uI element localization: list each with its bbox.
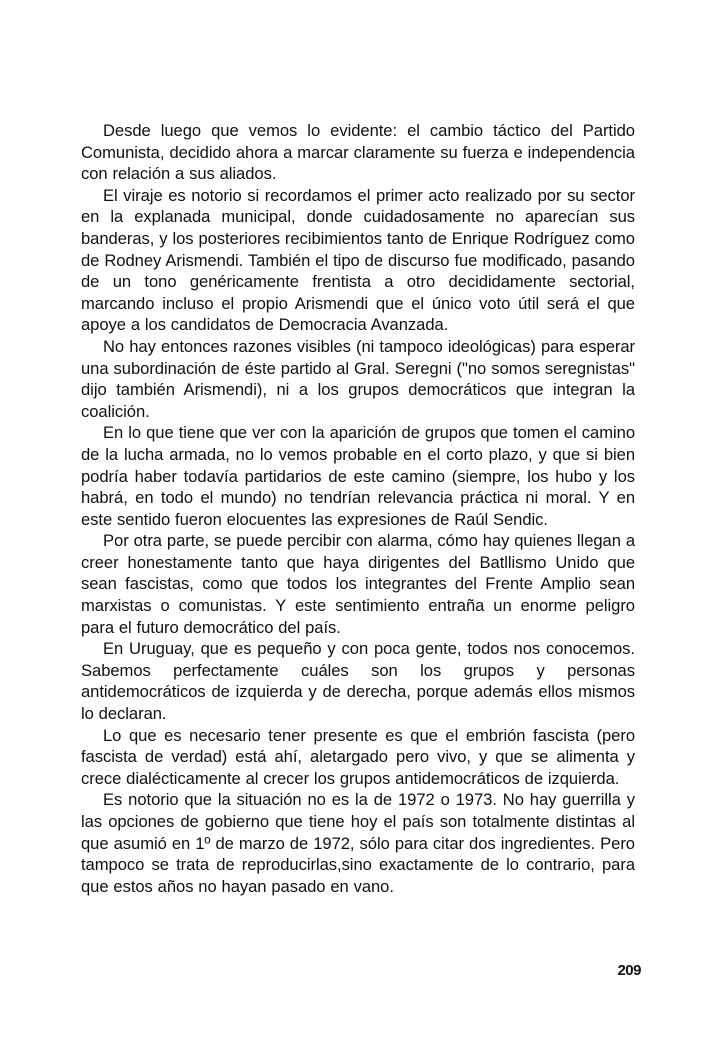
paragraph: En Uruguay, que es pequeño y con poca gente, todos nos conocemos. Sabemos perfectamente cuáles son los grupos y personas antidemocráticos de izquierda y de derecha, porque además ellos mismos lo declaran. bbox=[81, 639, 635, 724]
paragraph: Desde luego que vemos lo evidente: el cambio táctico del Partido Comunista, decidido ahora a marcar claramente su fuerza e independencia con relación a sus aliados. bbox=[81, 121, 635, 184]
paragraph: No hay entonces razones visibles (ni tampoco ideológicas) para esperar una subordinación de éste partido al Gral. Seregni ("no somos seregnistas" dijo también Arismendi), ni a los grupos democráticos que integran la coalición. bbox=[81, 336, 635, 421]
paragraph: Por otra parte, se puede percibir con alarma, cómo hay quienes llegan a creer honestamente tanto que haya dirigentes del Batllismo Unido que sean fascistas, como que todos los integrantes del Frente Amplio sean marxistas o comunistas. Y este sentimiento entraña un enorme peligro para el futuro democrático del país. bbox=[81, 531, 635, 637]
paragraph: El viraje es notorio si recordamos el primer acto realizado por su sector en la explanada municipal, donde cuidadosamente no aparecían sus banderas, y los posteriores recibimientos tanto de Enrique Rodríguez como de Rodney Arismendi. También el tipo de discurso fue modificado, pasando de un tono genéricamente frentista a otro decididamente sectorial, marcando incluso el propio Arismendi que el único voto útil será el que apoye a los candidatos de Democracia Avanzada. bbox=[81, 185, 635, 335]
paragraph: Es notorio que la situación no es la de 1972 o 1973. No hay guerrilla y las opciones de gobierno que tiene hoy el país son totalmente distintas al que asumió en 1º de marzo de 1972, sólo para citar dos ingredientes. Pero tampoco se trata de reproducirlas,sino exactamente de lo contrario, para que estos años no hayan pasado en vano. bbox=[81, 790, 635, 896]
page-body bbox=[81, 120, 635, 897]
paragraph: Lo que es necesario tener presente es que el embrión fascista (pero fascista de verdad) está ahí, aletargado pero vivo, y que se alimenta y crece dialécticamente al crecer los grupos antidemocráticos de izquierda. bbox=[81, 725, 635, 788]
paragraph: En lo que tiene que ver con la aparición de grupos que tomen el camino de la lucha armada, no lo vemos probable en el corto plazo, y que si bien podría haber todavía partidarios de este camino (siempre, los hubo y los habrá, en todo el mundo) no tendrían relevancia práctica ni moral. Y en este sentido fueron elocuentes las expresiones de Raúl Sendic. bbox=[81, 423, 635, 529]
page-number: 209 bbox=[617, 962, 641, 979]
